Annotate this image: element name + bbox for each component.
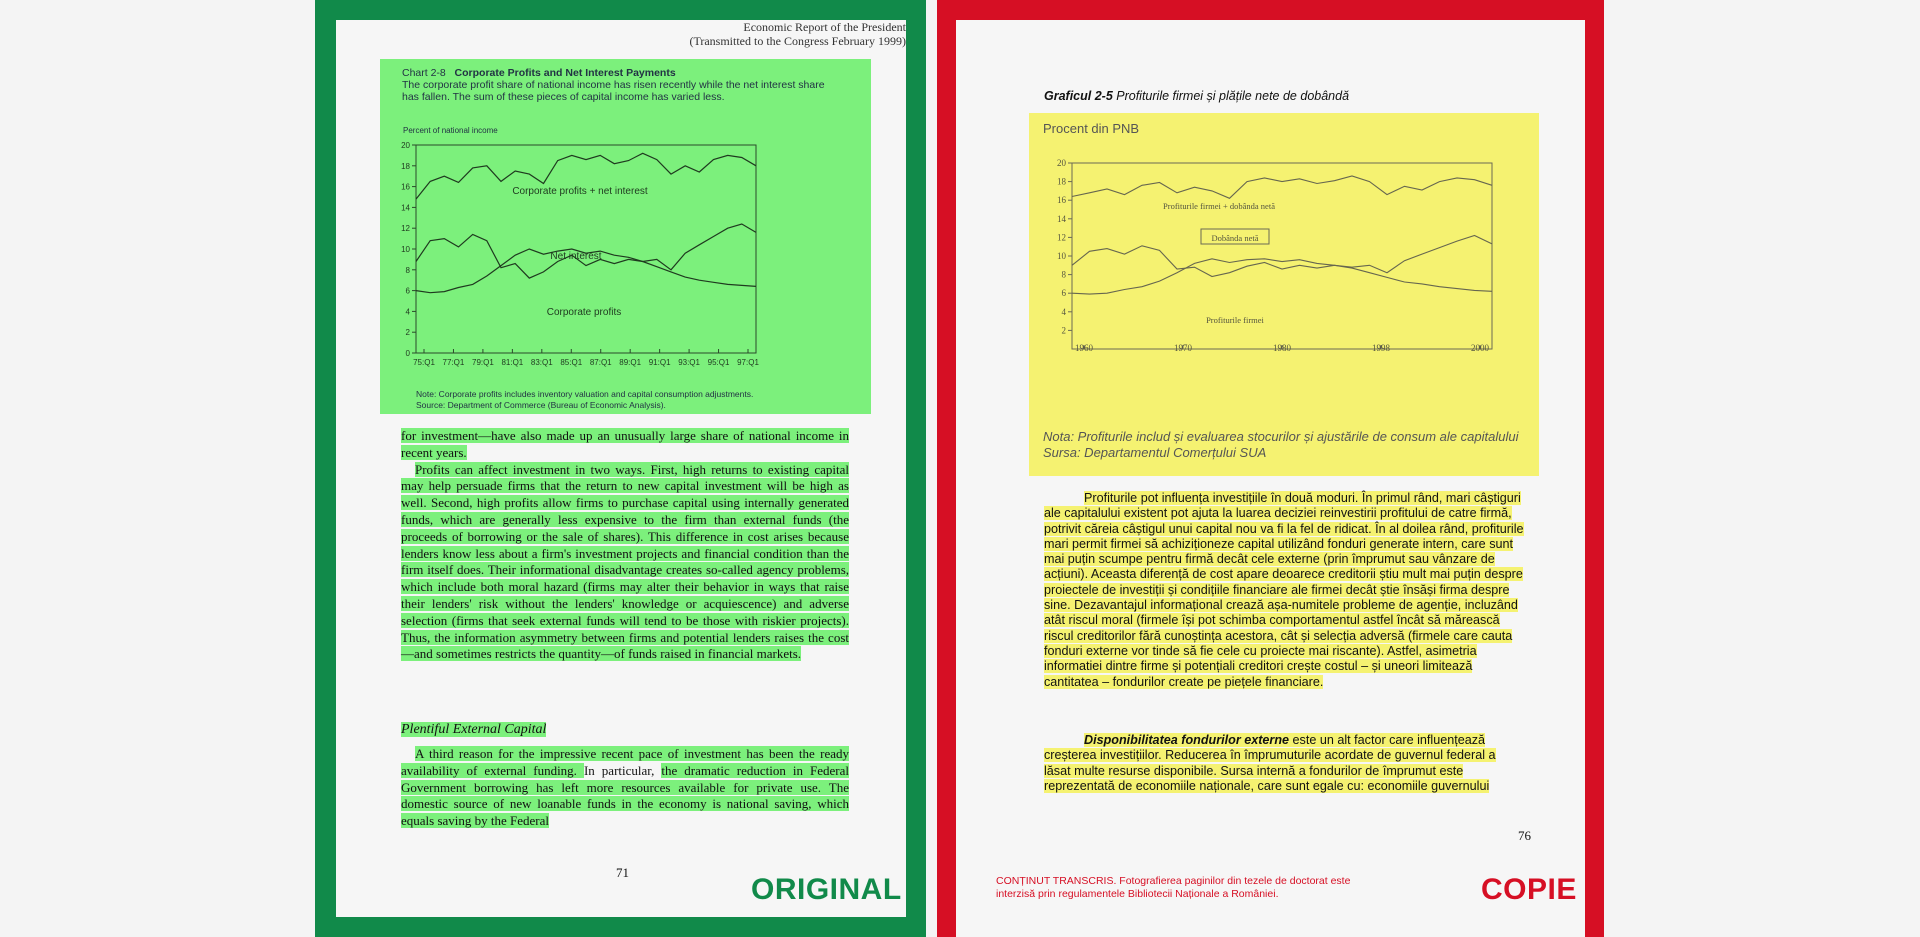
- series-label-1: Profiturile firmei + dobânda netă: [1163, 201, 1275, 211]
- original-stamp: ORIGINAL: [751, 873, 902, 906]
- section-heading: Plentiful External Capital: [401, 722, 547, 737]
- y-tick-label: 0: [405, 349, 410, 358]
- copy-chart: [1029, 113, 1539, 476]
- x-tick-label: 89:Q1: [619, 358, 642, 367]
- copy-chart-ylabel: Procent din PNB: [1043, 121, 1140, 136]
- paragraph-3c: the dramatic reduction in Federal Government borrowing has left more resources available for private use. The domestic source of new loanable funds in the economy is national saving, which equals saving by the Federal: [401, 762, 849, 829]
- series-label-1: Corporate profits + net interest: [512, 186, 648, 197]
- copy-frame: [937, 0, 1604, 937]
- chart-label: Chart 2-8: [402, 67, 446, 79]
- x-tick-label: 81:Q1: [501, 358, 524, 367]
- y-tick-label: 8: [405, 265, 410, 275]
- y-tick-label: 4: [405, 307, 410, 317]
- copy-stamp: COPIE: [1481, 873, 1577, 906]
- x-tick-label: 1980: [1273, 343, 1291, 353]
- plot-frame: [416, 145, 756, 353]
- x-tick-label: 75:Q1: [413, 358, 435, 367]
- header-line-1: Economic Report of the President: [743, 20, 906, 34]
- y-tick-label: 14: [401, 203, 410, 213]
- x-tick-label: 83:Q1: [530, 358, 553, 367]
- x-tick-label: 1970: [1174, 343, 1192, 353]
- y-tick-label: 6: [1061, 288, 1066, 299]
- original-chart-plot: [380, 59, 871, 367]
- copy-body-text: [1044, 491, 1524, 690]
- x-tick-label: 77:Q1: [442, 358, 465, 367]
- chart-title: Corporate Profits and Net Interest Payments: [454, 67, 676, 79]
- original-page: [336, 20, 906, 917]
- y-tick-label: 10: [401, 245, 410, 254]
- disclaimer-line-1: CONȚINUT TRANSCRIS. Fotografierea paginilor din tezele de doctorat este: [996, 875, 1351, 887]
- x-tick-label: 97:Q1: [737, 358, 759, 367]
- copy-chart-note: [1043, 429, 1518, 461]
- y-tick-label: 10: [1057, 251, 1066, 261]
- original-body-text-2: [401, 746, 849, 830]
- x-tick-label: 1960: [1075, 343, 1093, 353]
- series-line-2: [1072, 259, 1492, 294]
- series-line-3: [1072, 236, 1492, 277]
- x-tick-label: 87:Q1: [589, 358, 612, 367]
- series-label-2: Dobânda netă: [1211, 233, 1259, 243]
- y-tick-label: 20: [401, 141, 410, 150]
- series-label-3: Profiturile firmei: [1206, 315, 1264, 325]
- x-tick-label: 91:Q1: [648, 358, 671, 367]
- copy-paragraph-1: Profiturile pot influența investițiile în două moduri. În primul rând, mari câștiguri ale capitalului existent pot ajuta la luarea deciziei reinvestirii profitului de catre firmă, potrivit căreia câștigul unui capital nou va fi la fel de ridicat. În al doilea rând, profiturile mari permit firmei să achiziționeze capital utilizând fonduri generate intern, care sunt mai puțin scumpe pentru firmă decât cele externe (prin împrumut sau vânzare de acțiuni). Aceasta diferență de cost apare deoarece creditorii știu mult mai puțin despre proiectele de investiții și condițiile financiare ale firmei decât știe însăși firma despre sine. Dezavantajul informațional crează așa-numitele probleme de agenție, incluzând atât riscul moral (firmele își pot schimba comportamentul astfel încât să mărească riscul creditorilor fără cunoștința acestora, cât și selecția adversă (firmele care cauta fonduri externe vor tinde să fie cele cu proiecte mai riscante). Astfel, asimetria informatiei dintre firme și potențiali creditori crește costul – și uneori limitează cantitatea – fondurilor create pe piețele financiare.: [1044, 491, 1524, 689]
- caption-title: Profiturile firmei și plățile nete de dobândă: [1112, 89, 1350, 103]
- y-tick-label: 16: [401, 182, 410, 192]
- y-tick-label: 18: [401, 161, 410, 171]
- original-body-text: [401, 428, 849, 663]
- disclaimer-line-2: interzisă prin regulamentele Bibliotecii Naționale a României.: [996, 888, 1279, 900]
- y-tick-label: 12: [401, 224, 410, 234]
- series-label-2: Net interest: [550, 251, 602, 262]
- y-tick-label: 2: [405, 328, 410, 338]
- y-tick-label: 6: [405, 286, 410, 296]
- paragraph-2: Profits can affect investment in two ways. First, high returns to existing capital may help persuade firms that the return to new capital investment will be high as well. Second, high profits allow firms to purchase capital using internally generated funds, which are generally less expensive to the firm than external funds (the proceeds of borrowing or the sale of shares). This difference in cost arises because lenders know less about a firm's investment projects and financial condition than the firm itself does. Their informational disadvantage creates so-called agency problems, which include both moral hazard (firms may alter their behavior in ways that raise their lenders' risk without the lenders' knowledge or acquiescence) and adverse selection (firms that seek external funds will tend to be those with riskier projects). Thus, the information asymmetry between firms and potential lenders raises the cost—and sometimes restricts the quantity—of funds raised in financial markets.: [401, 461, 849, 662]
- x-tick-label: 85:Q1: [560, 358, 583, 367]
- copy-page-number: 76: [1518, 828, 1531, 843]
- x-tick-label: 2000: [1471, 343, 1489, 353]
- plot-frame: [1072, 163, 1492, 349]
- copy-chart-plot: [1029, 113, 1539, 423]
- x-tick-label: 79:Q1: [472, 358, 494, 367]
- header-line-2: (Transmitted to the Congress February 1999): [689, 34, 906, 48]
- series-label-3: Corporate profits: [546, 307, 622, 318]
- original-chart: [380, 59, 871, 414]
- paragraph-3a: A third reason for the impressive recent pace of investment has been the ready availability of external funding.: [401, 746, 849, 778]
- y-tick-label: 14: [1057, 213, 1066, 224]
- copy-chart-caption: [1044, 89, 1349, 103]
- y-tick-label: 2: [1061, 325, 1066, 336]
- copy-paragraph-2: este un alt factor care influențează creșterea investițiilor. Reducerea în împrumuturile acordate de guvernul federal a lăsat multe resurse disponibile. Sursa internă a fondurilor de împrumut este reprezentată de economiile naționale, care sunt egale cu: economiile guvernului: [1044, 733, 1496, 793]
- copy-source-line: Sursa: Departamentul Comerțului SUA: [1043, 445, 1267, 460]
- copy-note-line-1: Nota: Profiturile includ și evaluarea stocurilor și ajustările de consum ale capitalului: [1043, 429, 1519, 444]
- x-tick-label: 93:Q1: [678, 358, 700, 367]
- x-tick-label: 1998: [1372, 343, 1390, 353]
- chart-note-line-1: Note: Corporate profits includes inventory valuation and capital consumption adjustments.: [416, 389, 754, 399]
- chart-source-line: Source: Department of Commerce (Bureau of Economic Analysis).: [416, 400, 666, 410]
- y-tick-label: 4: [1061, 306, 1066, 317]
- copy-disclaimer: [996, 875, 1350, 901]
- original-page-number: 71: [616, 865, 629, 880]
- x-tick-label: 95:Q1: [707, 358, 730, 367]
- report-header: [689, 20, 906, 48]
- y-tick-label: 12: [1057, 232, 1066, 243]
- chart-subtitle: The corporate profit share of national income has risen recently while the net interest share has fallen. The sum of these pieces of capital income has varied less.: [402, 79, 825, 103]
- caption-label: Graficul 2-5: [1044, 89, 1113, 103]
- copy-body-text-2: [1044, 733, 1524, 794]
- copy-paragraph-2-bold: Disponibilitatea fondurilor externe: [1084, 733, 1290, 747]
- y-tick-label: 8: [1061, 269, 1066, 280]
- chart-note: [416, 389, 753, 411]
- copy-page: [956, 20, 1585, 937]
- paragraph-1: for investment—have also made up an unusually large share of national income in recent years.: [401, 428, 849, 460]
- y-tick-label: 20: [1057, 158, 1066, 168]
- original-frame: [315, 0, 926, 937]
- chart-ylabel: Percent of national income: [403, 126, 498, 135]
- paragraph-3b-unhighlighted: In particular,: [583, 762, 662, 778]
- y-tick-label: 16: [1057, 195, 1066, 206]
- y-tick-label: 18: [1057, 176, 1066, 187]
- series-line-1: [1072, 176, 1492, 198]
